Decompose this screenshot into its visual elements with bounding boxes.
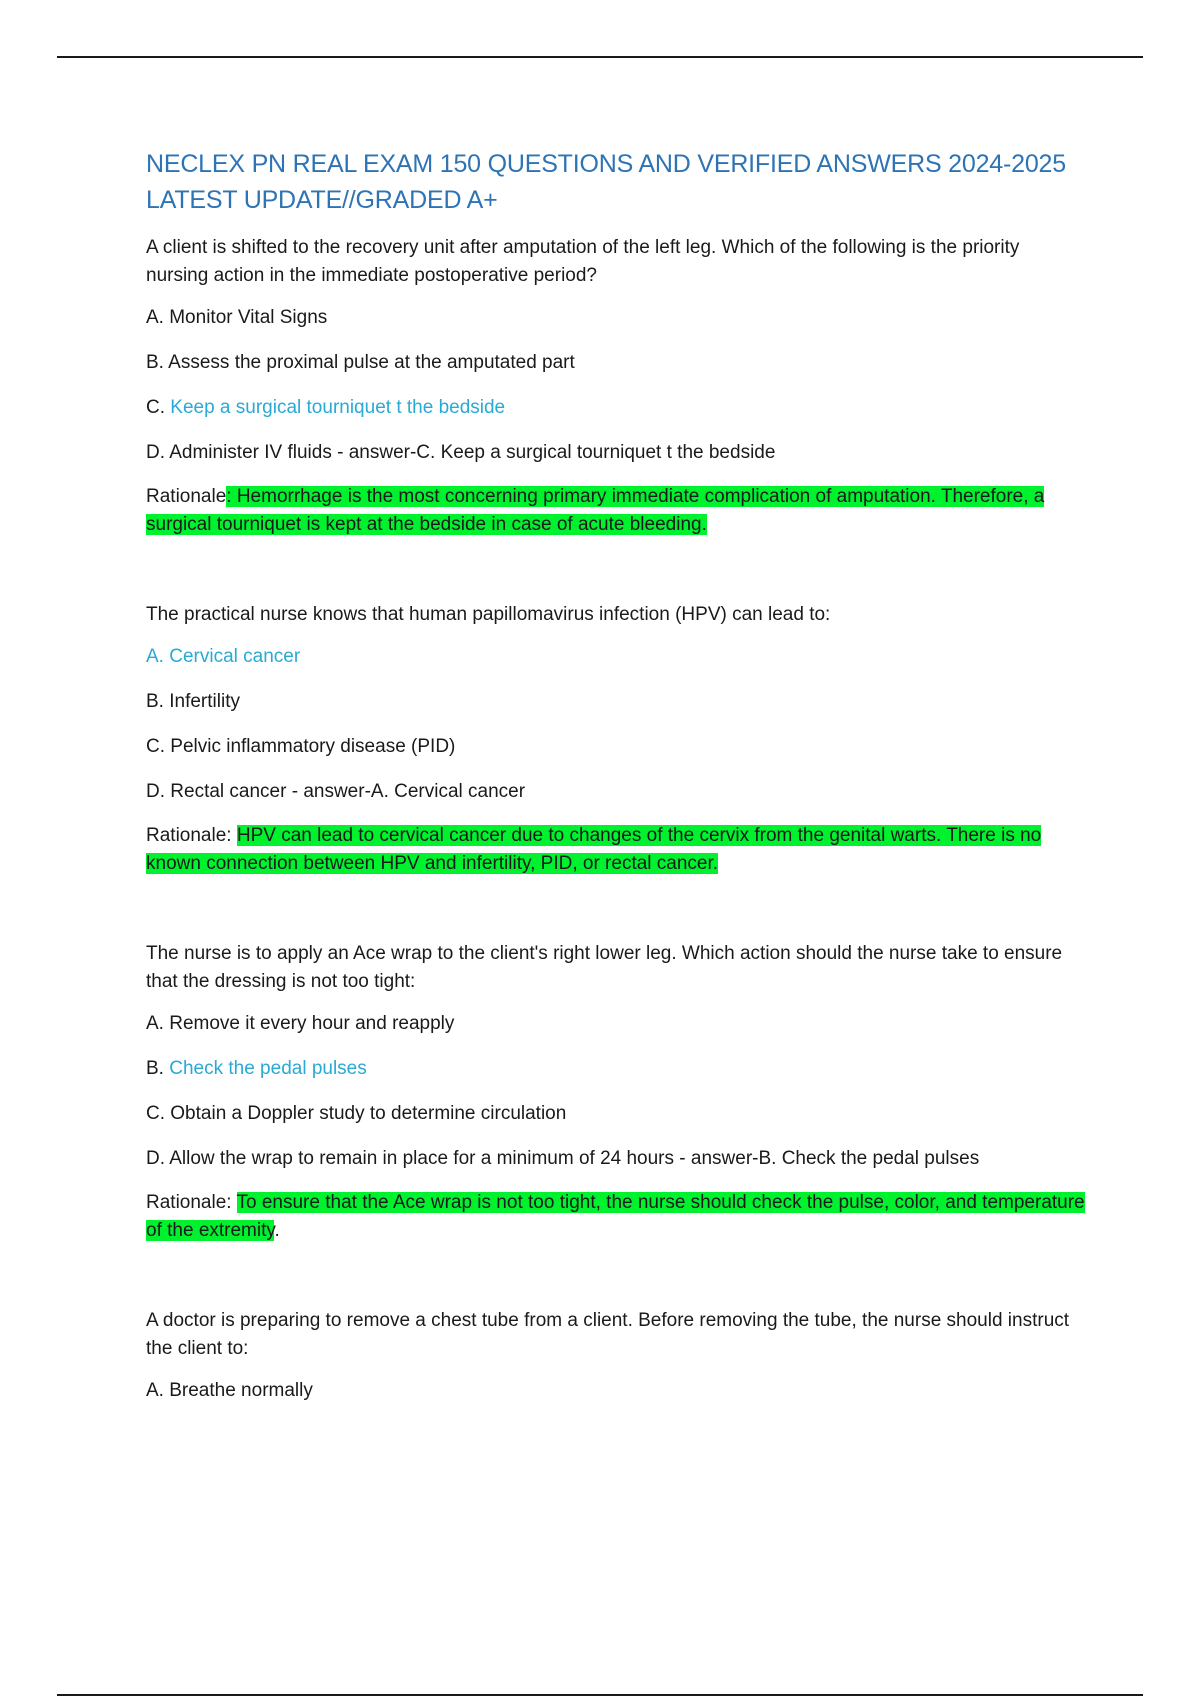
option-b (146, 1055, 1086, 1083)
rationale (146, 822, 1086, 878)
question-1 (146, 234, 1086, 539)
option-c: C. Obtain a Doppler study to determine circulation (146, 1103, 567, 1124)
rationale-label: Rationale: (146, 1192, 237, 1213)
title-line-2: LATEST UPDATE//GRADED A+ (146, 186, 498, 214)
title-line-1: NECLEX PN REAL EXAM 150 QUESTIONS AND VERIFIED ANSWERS 2024-2025 (146, 150, 1066, 178)
rationale-label: Rationale: (146, 825, 237, 846)
option-b: B. Infertility (146, 691, 240, 712)
question-text: The nurse is to apply an Ace wrap to the client's right lower leg. Which action should the nurse take to ensure that the dressing is not too tight: (146, 943, 1063, 992)
option-d: D. Rectal cancer - answer-A. Cervical cancer (146, 781, 526, 802)
question-4 (146, 1307, 1086, 1405)
correct-answer-text: Keep a surgical tourniquet t the bedside (170, 397, 506, 418)
option-a: A. Cervical cancer (146, 646, 301, 667)
question-3 (146, 940, 1086, 1245)
correct-answer-text: Check the pedal pulses (169, 1058, 367, 1079)
option-letter: B. (146, 1058, 170, 1079)
rationale (146, 1189, 1086, 1245)
footer-rule (57, 1694, 1143, 1696)
rationale-highlight: HPV can lead to cervical cancer due to changes of the cervix from the genital warts. There is no known connection between HPV and infertility, PID, or rectal cancer. (146, 825, 1042, 874)
option-c (146, 394, 1086, 422)
document-title (146, 146, 1086, 218)
question-2 (146, 601, 1086, 878)
option-d: D. Allow the wrap to remain in place for a minimum of 24 hours - answer-B. Check the pedal pulses (146, 1148, 980, 1169)
document-body (146, 146, 1086, 1422)
rationale-tail: . (274, 1220, 280, 1241)
option-a: A. Remove it every hour and reapply (146, 1013, 455, 1034)
question-text: A client is shifted to the recovery unit after amputation of the left leg. Which of the following is the priority nursing action in the immediate postoperative period? (146, 237, 1020, 286)
rationale (146, 483, 1086, 539)
question-text: A doctor is preparing to remove a chest tube from a client. Before removing the tube, the nurse should instruct the client to: (146, 1310, 1070, 1359)
option-c: C. Pelvic inflammatory disease (PID) (146, 736, 456, 757)
option-a: A. Monitor Vital Signs (146, 307, 328, 328)
header-rule (57, 56, 1143, 58)
option-a: A. Breathe normally (146, 1380, 313, 1401)
option-letter: C. (146, 397, 171, 418)
option-d: D. Administer IV fluids - answer-C. Keep a surgical tourniquet t the bedside (146, 442, 776, 463)
rationale-label: Rationale (146, 486, 227, 507)
option-b: B. Assess the proximal pulse at the amputated part (146, 352, 575, 373)
question-text: The practical nurse knows that human papillomavirus infection (HPV) can lead to: (146, 604, 831, 625)
rationale-highlight: To ensure that the Ace wrap is not too tight, the nurse should check the pulse, color, and temperature of the extremity (146, 1192, 1085, 1241)
rationale-highlight: : Hemorrhage is the most concerning primary immediate complication of amputation. Therefore, a surgical tourniquet is kept at the bedside in case of acute bleeding. (146, 486, 1045, 535)
